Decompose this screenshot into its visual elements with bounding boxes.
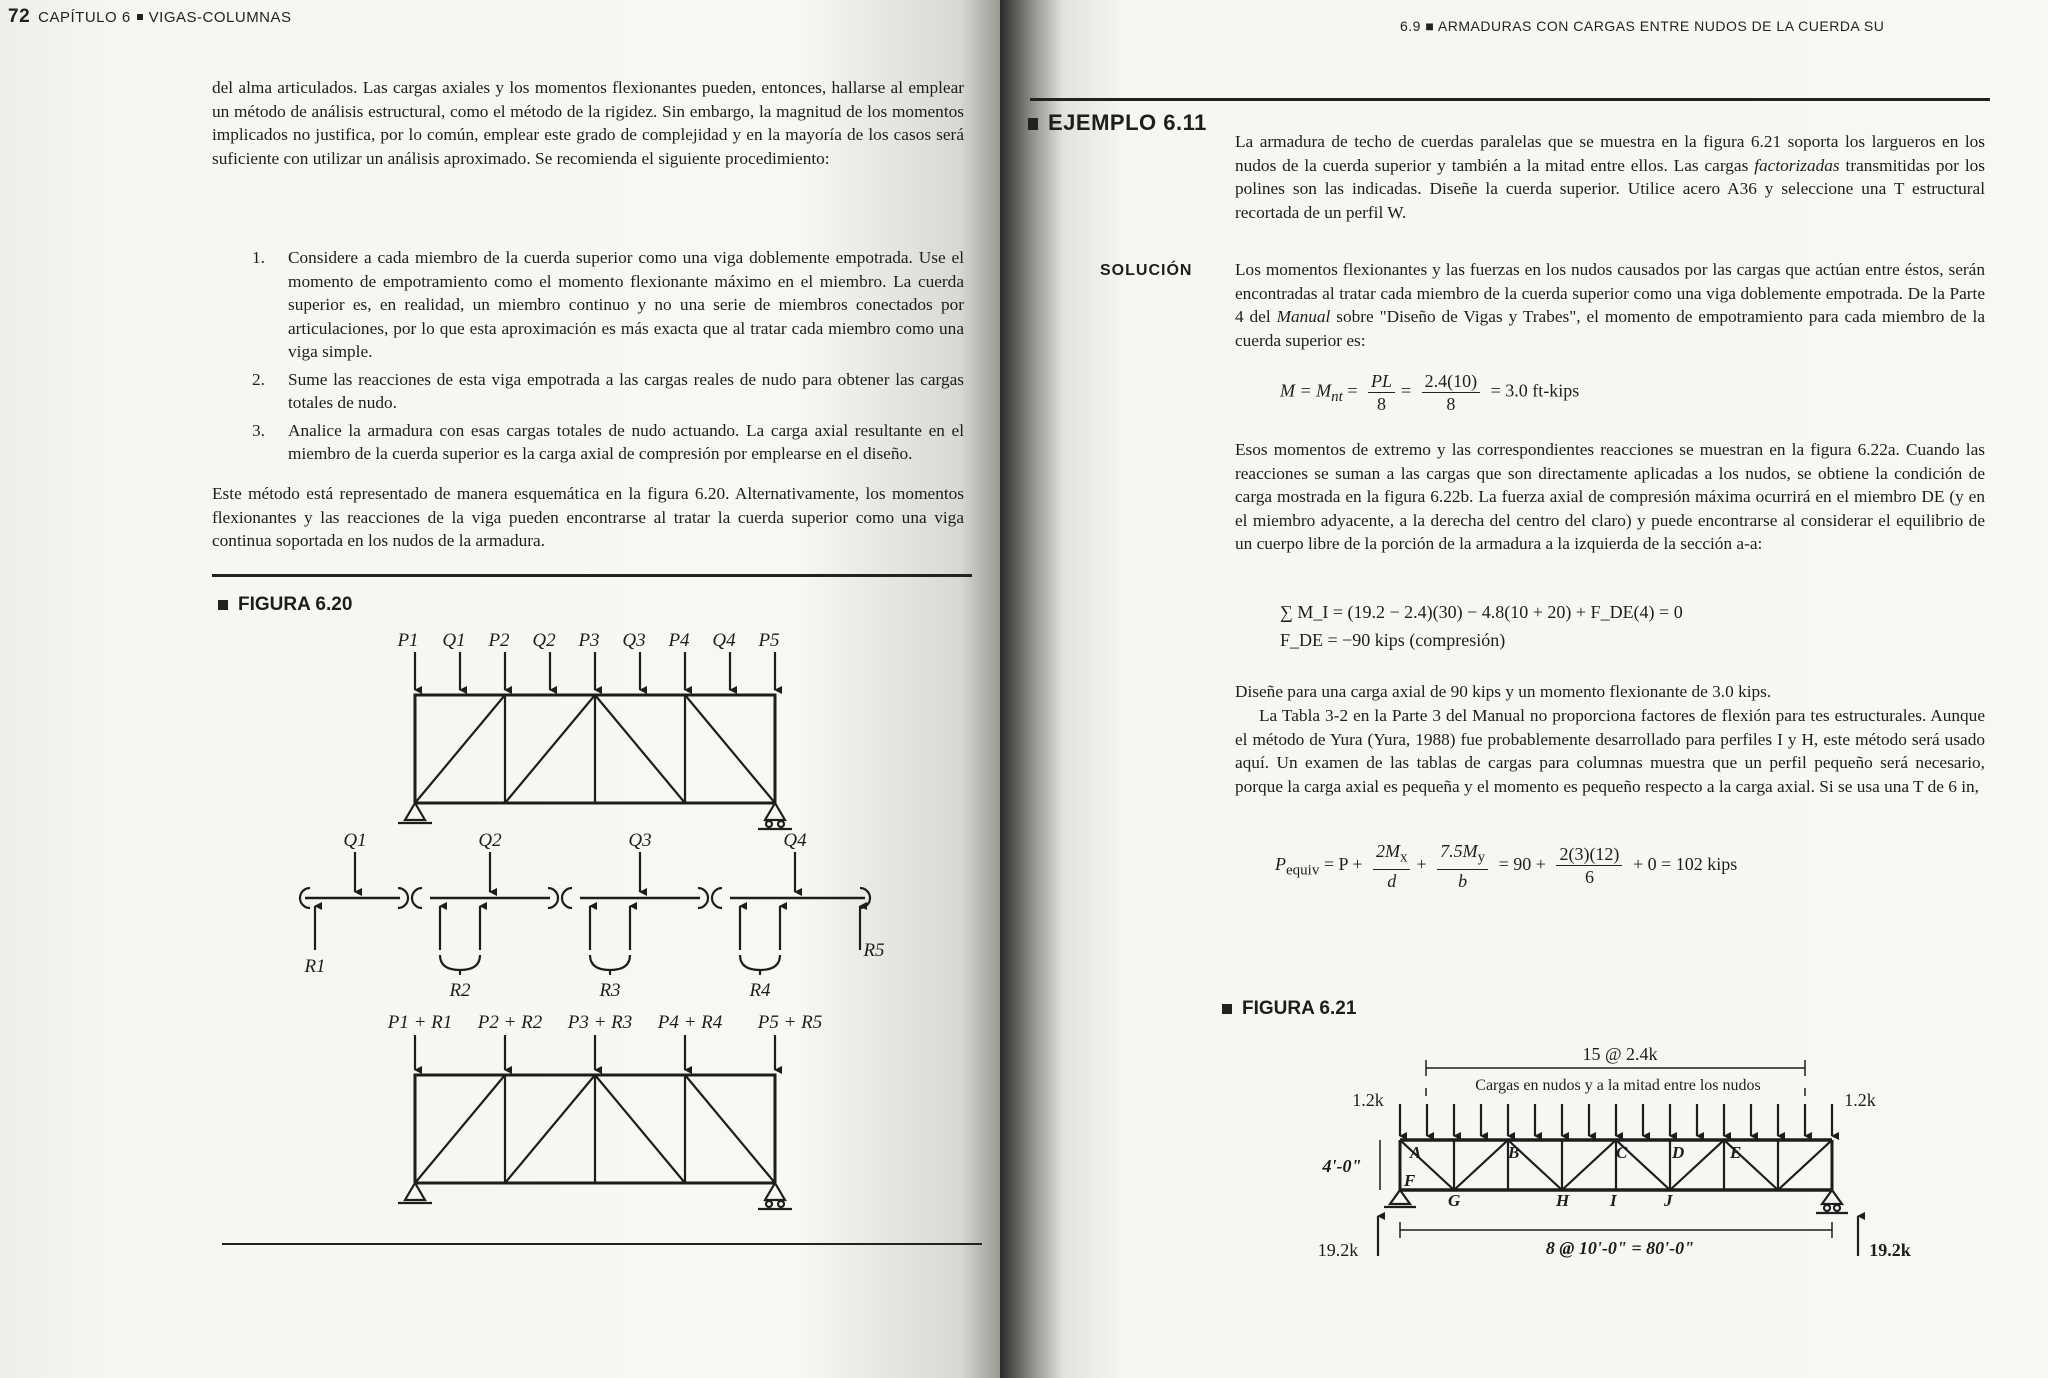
figure-6-21-label: FIGURA 6.21: [1222, 998, 1356, 1020]
node-label: D: [1672, 1143, 1685, 1162]
end-moments-paragraph: Esos momentos de extremo y las correspondientes reacciones se muestran en la figura 6.22a. Cuando las reacciones se suman a las cargas que son directamente aplicadas a los nudos, se obtiene la condición de carga mostrada en la figura 6.22b. La fuerza axial de compresión máxima ocurrirá en el miembro DE (y en el miembro adyacente, a la derecha del centro del claro) y puede encontrarse al considerar el equilibrio de un cuerpo libre de la porción de la armadura a la izquierda de la sección a-a:: [1235, 440, 1985, 553]
end-load-right: 1.2k: [1844, 1090, 1876, 1110]
node-label: A: [1410, 1143, 1422, 1162]
list-item: 3. Analice la armadura con esas cargas totales de nudo actuando. La carga axial resultante en el miembro de la cuerda superior es la carga axial de compresión por emplearse en el diseño.: [252, 420, 964, 463]
beam-load-label: Q1: [343, 830, 367, 851]
load-label: P2: [488, 630, 510, 651]
procedure-list: [252, 246, 964, 470]
combined-load-label: P3 + R3: [567, 1012, 633, 1033]
load-label: Q3: [622, 630, 646, 651]
closing-paragraph: Este método está representado de manera esquemática en la figura 6.20. Alternativamente, los momentos flexionantes y las reacciones de la viga pueden encontrarse al tratar la cuerda superior como una viga continua soportada en los nudos de la armadura.: [212, 484, 964, 550]
design-paragraph: Diseñe para una carga axial de 90 kips y un momento flexionante de 3.0 kips.: [1235, 682, 1772, 701]
left-page-header: [8, 6, 292, 28]
right-page-header: 6.9 ■ ARMADURAS CON CARGAS ENTRE NUDOS DE LA CUERDA SU: [1400, 18, 1885, 34]
load-label: Q1: [442, 630, 466, 651]
load-label: Q4: [712, 630, 736, 651]
equation-equilibrium: ∑ M_I = (19.2 − 2.4)(30) − 4.8(10 + 20) + F_DE(4) = 0 F_DE = −90 kips (compresión): [1280, 602, 1683, 650]
beam-load-label: Q2: [478, 830, 502, 851]
reaction-label: R2: [449, 980, 471, 1001]
figure-6-20: [260, 630, 940, 1230]
reaction-label: R1: [304, 956, 326, 977]
section-rule: [212, 574, 972, 577]
example-rule: [1030, 98, 1990, 101]
node-label: B: [1508, 1143, 1520, 1162]
beam-load-label: Q3: [628, 830, 652, 851]
reaction-label: R5: [863, 940, 885, 961]
list-item: 2. Sume las reacciones de esta viga empotrada a las cargas reales de nudo para obtener las cargas totales de nudo.: [252, 369, 964, 412]
figure-6-21: [1300, 1040, 2020, 1370]
header-separator: [137, 14, 143, 20]
combined-load-label: P4 + R4: [657, 1012, 723, 1033]
intro-paragraph: del alma articulados. Las cargas axiales y los momentos flexionantes pueden, entonces, hallarse al emplear un método de análisis estructural, como el método de la rigidez. Sin embargo, la magnitud de los momentos implicados no justifica, por lo común, emplear este grado de complejidad y en la mayoría de los casos será suficiente con utilizar un análisis aproximado. Se recomienda el siguiente procedimiento:: [212, 78, 964, 168]
bottom-rule: [222, 1243, 982, 1245]
reaction-label: R4: [749, 980, 771, 1001]
right-page: [1000, 0, 2048, 1378]
figure-bullet: [218, 600, 228, 610]
beam-load-label: Q4: [783, 830, 807, 851]
load-label: P4: [668, 630, 690, 651]
example-label: EJEMPLO 6.11: [1028, 110, 1207, 136]
figure-bullet: [1222, 1004, 1232, 1014]
list-item: 1. Considere a cada miembro de la cuerda superior como una viga doblemente empotrada. Use el momento de empotramiento como el momento flexionante máximo en el miembro. La cuerda superior es, en realidad, un miembro continuo y no una serie de miembros conectados por articulaciones, por lo que esta aproximación es más exacta que al tratar cada miembro como una viga simple.: [252, 248, 964, 361]
equation-moment: $M = M_{nt}$ = $\frac{PL}{8}$ = $\frac{2.4(10)}{8}$ = 3.0 ft-kips: [1280, 371, 1580, 414]
end-load-left: 1.2k: [1352, 1090, 1384, 1110]
solution-label: SOLUCIÓN: [1100, 262, 1193, 279]
left-page: [0, 0, 1000, 1378]
load-label: P5: [758, 630, 780, 651]
span-top-label: 15 @ 2.4k: [1582, 1044, 1658, 1064]
node-label: C: [1616, 1143, 1628, 1162]
example-bullet: [1028, 118, 1038, 130]
reaction-label: R3: [599, 980, 621, 1001]
combined-load-label: P1 + R1: [387, 1012, 453, 1033]
example-statement: La armadura de techo de cuerdas paralelas que se muestra en la figura 6.21 soporta los largueros en los nudos de la cuerda superior y también a la mitad entre ellos. Las cargas factorizadas transmitidas por los polines son las indicadas. Diseñe la cuerda superior. Utilice acero A36 y seleccione una T estructural recortada de un perfil W.: [1235, 132, 1985, 222]
node-label: G: [1448, 1191, 1461, 1210]
chapter-label: CAPÍTULO 6: [38, 9, 131, 26]
loads-note: Cargas en nudos y a la mitad entre los nudos: [1475, 1077, 1761, 1094]
equation-equivalent-load: $P_{equiv} = P$ + $\frac{2M_x}{d}$ + $\frac{7.5M_y}{b}$ = 90 + $\frac{2(3)(12)}{6}$ + 0 = 102 kips: [1275, 841, 1738, 891]
node-label: H: [1556, 1191, 1570, 1210]
reaction-left-label: 19.2k: [1317, 1240, 1359, 1260]
span-bottom-label: 8 @ 10'-0" = 80'-0": [1545, 1238, 1695, 1258]
load-label: P3: [578, 630, 600, 651]
load-label: Q2: [532, 630, 556, 651]
figure-6-20-label: FIGURA 6.20: [218, 594, 352, 616]
combined-load-label: P2 + R2: [477, 1012, 543, 1033]
table-paragraph: La Tabla 3-2 en la Parte 3 del Manual no proporciona factores de flexión para tes estructurales. Aunque el método de Yura (Yura, 1988) fue probablemente desarrollado para perfiles I y H, este método será usado aquí. Un examen de las tablas de cargas para columnas muestra que un perfil pequeño será necesario, porque la carga axial es pequeña y el momento es pequeño respecto a la carga axial. Si se usa una T de 6 in,: [1235, 706, 1985, 796]
height-label: 4'-0": [1322, 1156, 1362, 1176]
reaction-right-label: 19.2k: [1869, 1240, 1911, 1260]
chapter-title: VIGAS-COLUMNAS: [148, 9, 292, 26]
node-label: E: [1730, 1143, 1742, 1162]
combined-load-label: P5 + R5: [757, 1012, 823, 1033]
node-label: F: [1404, 1171, 1416, 1190]
solution-paragraph: Los momentos flexionantes y las fuerzas en los nudos causados por las cargas que actúan entre éstos, serán encontradas al tratar cada miembro de la cuerda superior como una viga doblemente empotrada. De la Parte 4 del Manual sobre "Diseño de Vigas y Trabes", el momento de empotramiento para cada miembro de la cuerda superior es:: [1235, 260, 1985, 350]
node-label: J: [1664, 1191, 1673, 1210]
load-label: P1: [397, 630, 419, 651]
page-number: 72: [8, 6, 31, 27]
node-label: I: [1610, 1191, 1617, 1210]
